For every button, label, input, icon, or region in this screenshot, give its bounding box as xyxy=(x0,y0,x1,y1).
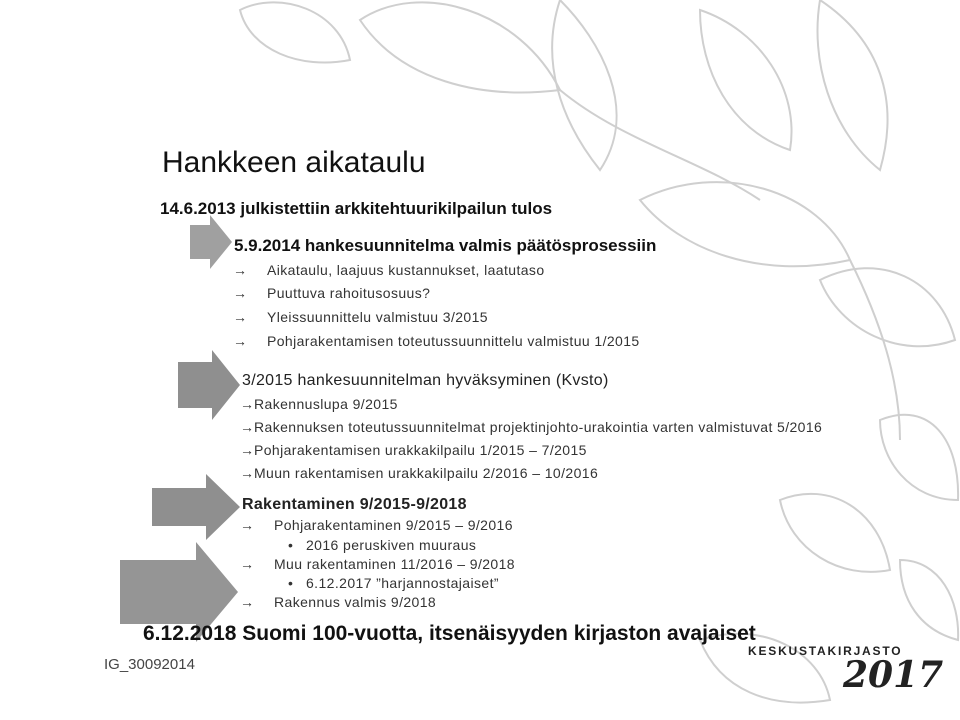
list-item: → Pohjarakentamisen toteutussuunnittelu valmistuu 1/2015 xyxy=(233,333,640,349)
arrow-icon: → xyxy=(240,465,255,481)
list-item: → Pohjarakentaminen 9/2015 – 9/2016 xyxy=(240,517,513,533)
leaf-decoration xyxy=(900,560,958,640)
step-arrow xyxy=(152,474,240,540)
leaf-decoration xyxy=(640,182,850,266)
leaf-decoration xyxy=(552,0,616,170)
bullet-icon: • xyxy=(288,575,294,591)
arrow-icon: → xyxy=(240,594,255,610)
leaf-decoration xyxy=(880,415,958,500)
arrow-icon: → xyxy=(233,285,248,301)
leaf-decoration xyxy=(820,268,955,346)
arrow-icon: → xyxy=(233,262,248,278)
list-item: →Rakennuksen toteutussuunnitelmat projektinjohto-urakointia varten valmistuvat 5/2016 xyxy=(240,419,823,435)
arrow-icon: → xyxy=(240,517,255,533)
construction-heading: Rakentaminen 9/2015-9/2018 xyxy=(242,496,467,513)
page-title: Hankkeen aikataulu xyxy=(162,146,426,179)
arrow-icon: → xyxy=(240,396,255,412)
arrow-icon: → xyxy=(240,442,255,458)
logo-text: KESKUSTAKIRJASTO xyxy=(748,644,903,658)
list-sub-item: • 2016 peruskiven muuraus xyxy=(288,537,477,553)
list-sub-item: • 6.12.2017 ”harjannostajaiset” xyxy=(288,575,499,591)
leaf-decoration xyxy=(240,2,350,62)
step-arrow xyxy=(190,215,232,269)
arrow-icon: → xyxy=(240,556,255,572)
document-id: IG_30092014 xyxy=(104,656,195,673)
list-item: → Muu rakentaminen 11/2016 – 9/2018 xyxy=(240,556,515,572)
leaf-decoration xyxy=(780,494,890,572)
stem-decoration xyxy=(850,260,900,440)
leaf-decoration xyxy=(700,10,792,150)
list-item: → Rakennus valmis 9/2018 xyxy=(240,594,437,610)
step-arrow xyxy=(178,350,240,420)
list-item: →Pohjarakentamisen urakkakilpailu 1/2015 – 7/2015 xyxy=(240,442,587,458)
arrow-icon: → xyxy=(233,309,248,325)
milestone-2013: 14.6.2013 julkistettiin arkkitehtuurikilpailun tulos xyxy=(160,199,553,218)
list-item: → Puuttuva rahoitusosuus? xyxy=(233,285,431,301)
list-item: →Muun rakentamisen urakkakilpailu 2/2016 – 10/2016 xyxy=(240,465,599,481)
leaf-decoration xyxy=(360,2,560,92)
arrow-icon: → xyxy=(233,333,248,349)
logo-year: 2017 xyxy=(843,654,944,696)
arrow-icon: → xyxy=(240,419,255,435)
bullet-icon: • xyxy=(288,537,294,553)
milestone-2015-heading: 3/2015 hankesuunnitelman hyväksyminen (Kvsto) xyxy=(242,372,609,389)
list-item: →Rakennuslupa 9/2015 xyxy=(240,396,398,412)
leaf-decoration xyxy=(818,0,888,170)
list-item: → Yleissuunnittelu valmistuu 3/2015 xyxy=(233,309,488,325)
list-item: → Aikataulu, laajuus kustannukset, laatutaso xyxy=(233,262,545,278)
milestone-2014-heading: 5.9.2014 hankesuunnitelma valmis päätösprosessiin xyxy=(234,236,657,255)
opening-milestone: 6.12.2018 Suomi 100-vuotta, itsenäisyyden kirjaston avajaiset xyxy=(143,622,756,645)
